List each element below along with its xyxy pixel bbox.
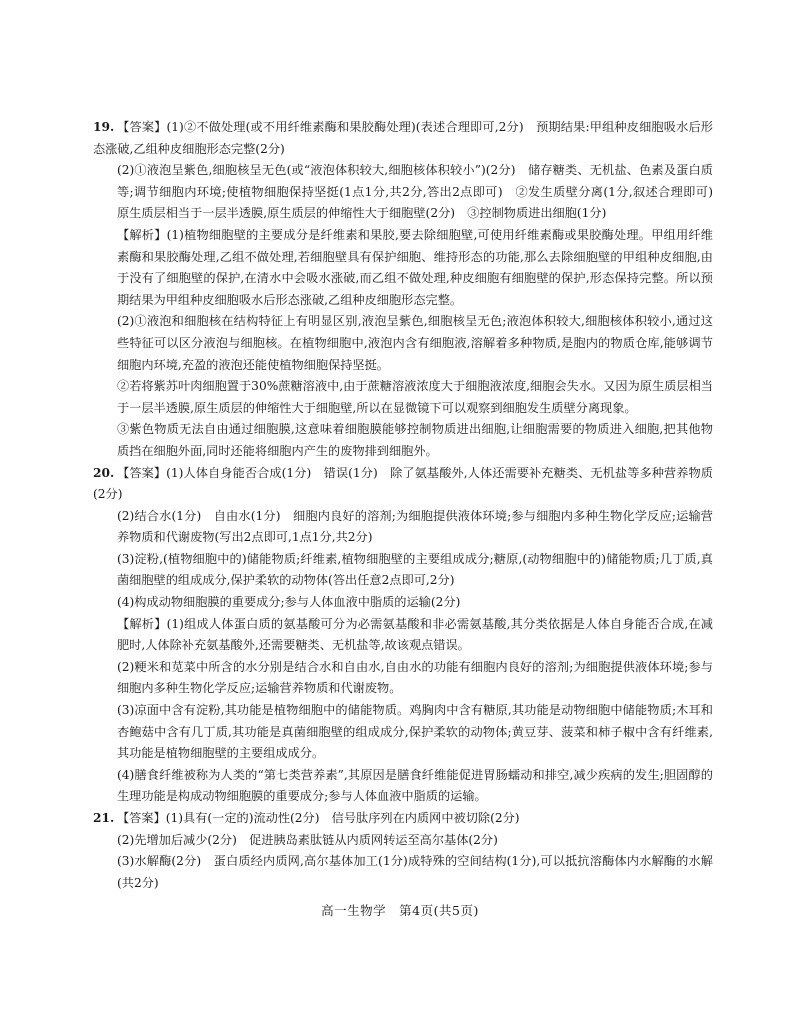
- question-21-number: 21.: [93, 811, 115, 825]
- page-footer: 高一生物学 第4页(共5页): [321, 903, 479, 918]
- question-19-analysis-part3: ②若将紫苏叶肉细胞置于30%蔗糖溶液中,由于蔗糖溶液浓度大于细胞液浓度,细胞会失水。又因为原生质层相当于一层半透膜,原生质层的伸缩性大于细胞壁,所以在显微镜下可以观察到细胞发生质壁分离现象。: [117, 379, 713, 415]
- question-21-answer-part2: (2)先增加后减少(2分) 促进胰岛素肽链从内质网转运至高尔基体(2分): [117, 832, 498, 847]
- question-20-answer-part1: 20. 【答案】(1)人体自身能否合成(1分) 错误(1分) 除了氨基酸外,人体还需要补充糖类、无机盐等多种营养物质(2分): [93, 463, 713, 506]
- question-19-analysis-part2: (2)①液泡和细胞核在结构特征上有明显区别,液泡呈紫色,细胞核呈无色;液泡体积较大,细胞核体积较小,通过这些特征可以区分液泡与细胞核。在植物细胞中,液泡内含有细胞液,溶解着多种物质,是胞内的物质仓库,能够调节细胞内环境,充盈的液泡还能使植物细胞保持坚挺。: [117, 314, 713, 372]
- question-20-answer-part4: (4)构成动物细胞膜的重要成分;参与人体血液中脂质的运输(2分): [117, 595, 461, 610]
- question-20-analysis-part4: (4)膳食纤维被称为人类的“第七类营养素”,其原因是膳食纤维能促进胃肠蠕动和排空,减少疾病的发生;胆固醇的生理功能是构成动物细胞膜的重要成分;参与人体血液中脂质的运输。: [117, 767, 713, 804]
- question-19-number: 19.: [93, 120, 115, 134]
- question-19-analysis-part1: 【解析】(1)植物细胞壁的主要成分是纤维素和果胶,要去除细胞壁,可使用纤维素酶或果胶酶处理。甲组用纤维素酶和果胶酶处理,乙组不做处理,若细胞壁具有保护细胞、维持形态的功能,那么去除细胞壁的甲组种皮细胞,由于没有了细胞壁的保护,在清水中会吸水涨破,而乙组不做处理,种皮细胞有细胞壁的保护,形态保持完整。所以预期结果为甲组种皮细胞吸水后形态涨破,乙组种皮细胞形态完整。: [117, 227, 713, 307]
- question-20-number: 20.: [93, 465, 115, 480]
- question-21-answer-part3: (3)水解酶(2分) 蛋白质经内质网,高尔基体加工(1分)成特殊的空间结构(1分),可以抵抗溶酶体内水解酶的水解(共2分): [117, 854, 713, 890]
- question-19-analysis-part4: ③紫色物质无法自由通过细胞膜,这意味着细胞膜能够控制物质进出细胞,让细胞需要的物质进入细胞,把其他物质挡在细胞外面,同时还能将细胞内产生的废物排到细胞外。: [117, 422, 713, 458]
- question-19-answer-part1: 19. 【答案】(1)②不做处理(或不用纤维素酶和果胶酶处理)(表述合理即可,2分) 预期结果:甲组种皮细胞吸水后形态涨破,乙组种皮细胞形态完整(2分): [93, 117, 713, 160]
- question-19: [93, 117, 726, 463]
- question-20-answer-part2: (2)结合水(1分) 自由水(1分) 细胞内良好的溶剂;为细胞提供液体环境;参与细胞内多种生物化学反应;运输营养物质和代谢废物(写出2点即可,1点1分,共2分): [117, 508, 713, 545]
- question-20: [93, 463, 713, 809]
- question-20-analysis-part3: (3)凉面中含有淀粉,其功能是植物细胞中的储能物质。鸡胸肉中含有糖原,其功能是动物细胞中储能物质;木耳和杏鲍菇中含有几丁质,其功能是真菌细胞壁的组成成分,保护柔软的动物体;黄豆芽、菠菜和柿子椒中含有纤维素,其功能是植物细胞壁的主要组成成分。: [117, 703, 713, 761]
- question-20-answer-part3: (3)淀粉,(植物细胞中的)储能物质;纤维素,植物细胞壁的主要组成成分;糖原,(动物细胞中的)储能物质;几丁质,真菌细胞壁的组成成分,保护柔软的动物体(答出任意2点即可,2分): [117, 551, 713, 588]
- question-20-analysis-part1: 【解析】(1)组成人体蛋白质的氨基酸可分为必需氨基酸和非必需氨基酸,其分类依据是人体自身能否合成,在减肥时,人体除补充氨基酸外,还需要糖类、无机盐等,故该观点错误。: [117, 616, 713, 653]
- question-21-answer-part1: 21. 【答案】(1)具有(一定的)流动性(2分) 信号肽序列在内质网中被切除(2分): [93, 808, 713, 830]
- answer-content: [93, 117, 726, 894]
- question-20-analysis-part2: (2)粳米和苋菜中所含的水分别是结合水和自由水,自由水的功能有细胞内良好的溶剂;为细胞提供液体环境;参与细胞内多种生物化学反应;运输营养物质和代谢废物。: [117, 659, 713, 696]
- question-21: [93, 808, 713, 894]
- question-19-answer-part2: (2)①液泡呈紫色,细胞核呈无色(或“液泡体积较大,细胞核体积较小”)(2分) 储存糖类、无机盐、色素及蛋白质等;调节细胞内环境;使植物细胞保持坚挺(1点1分,共2分,答出2点即可) ②发生质壁分离(1分,叙述合理即可) 原生质层相当于一层半透膜,原生质层的伸缩性大于细胞壁(2分) ③控制物质进出细胞(1分): [117, 163, 726, 221]
